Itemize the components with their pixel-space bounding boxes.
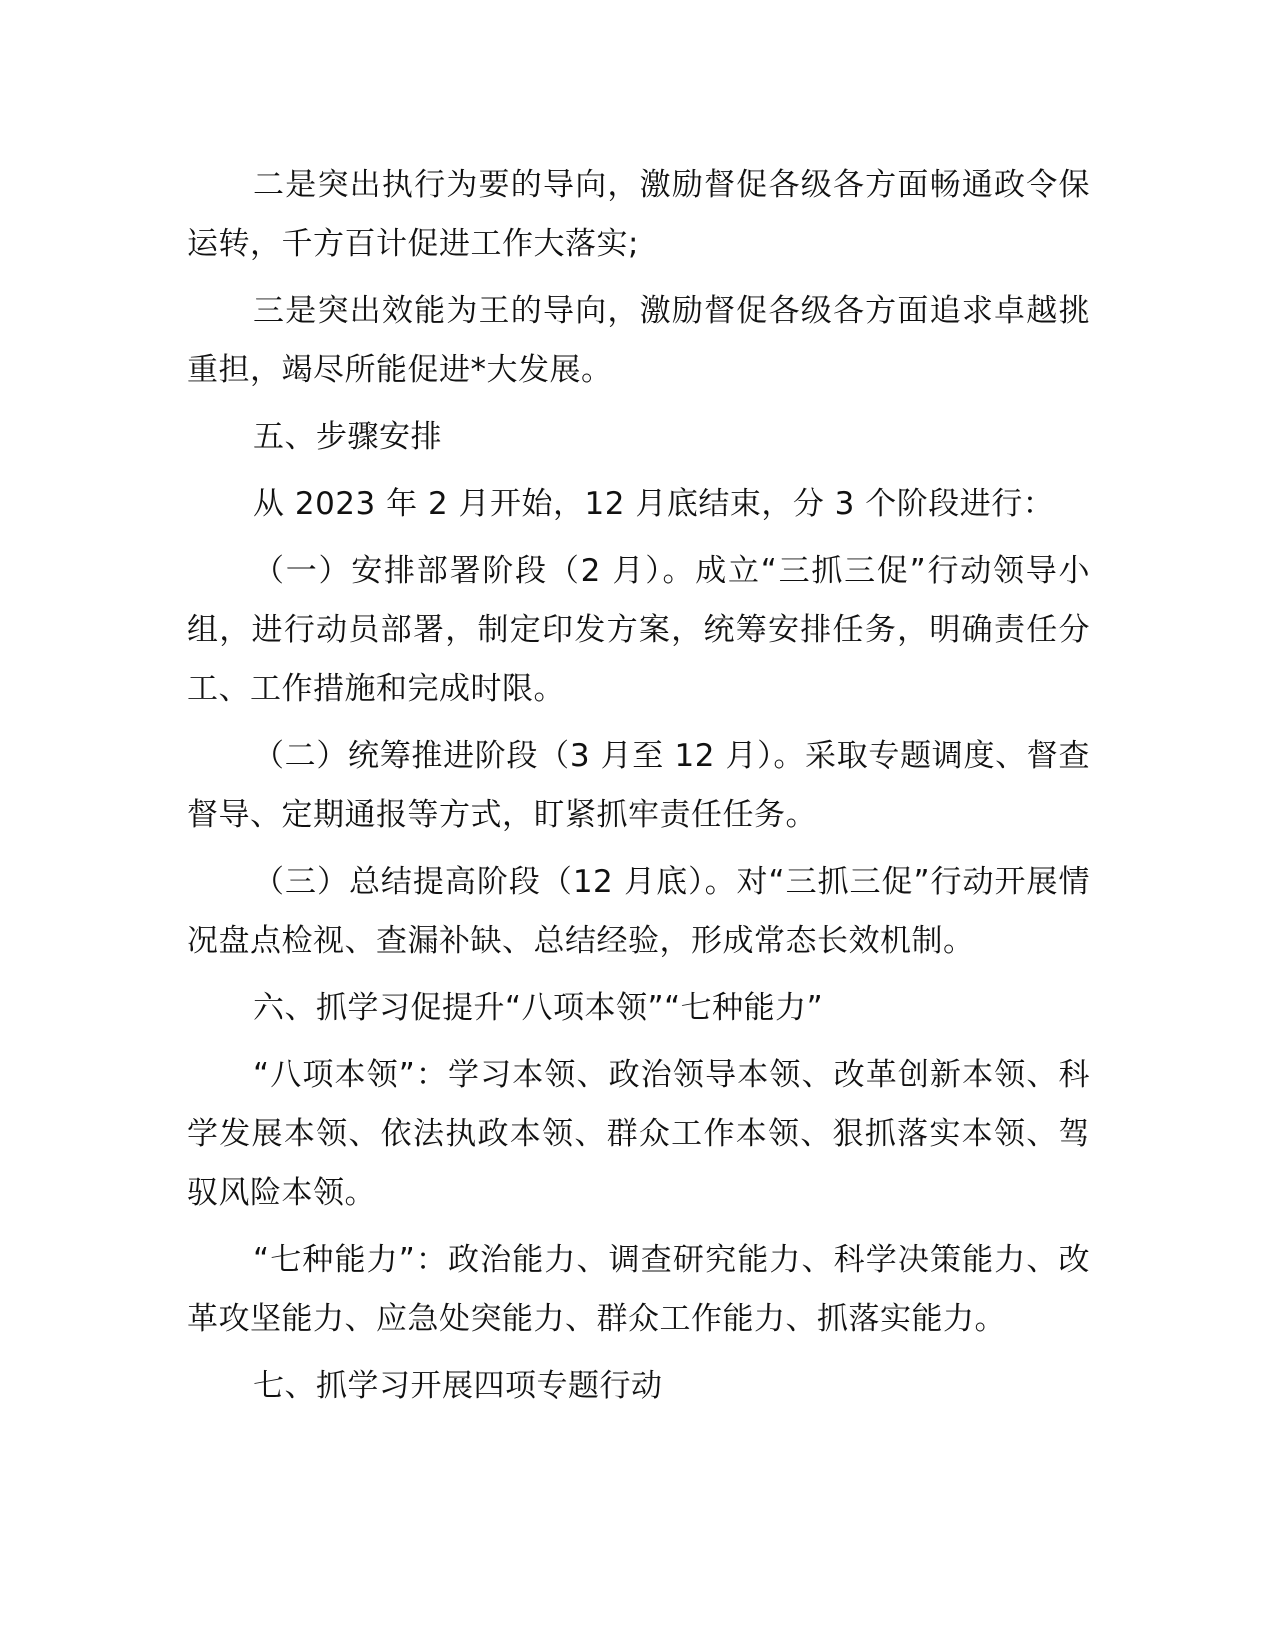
paragraph-efficiency-orientation: 三是突出效能为王的导向，激励督促各级各方面追求卓越挑重担，竭尽所能促进*大发展。 [187,293,1090,388]
paragraph-stage-three: （三）总结提高阶段（12 月底）。对“三抓三促”行动开展情况盘点检视、查漏补缺、总结经验，形成常态长效机制。 [187,864,1090,959]
section-heading-skills: 六、抓学习促提升“八项本领”“七种能力” [253,990,824,1026]
paragraph-execution-orientation: 二是突出执行为要的导向，激励督促各级各方面畅通政令保运转，千方百计促进工作大落实; [187,167,1090,262]
section-heading-special-actions: 七、抓学习开展四项专题行动 [253,1368,663,1404]
paragraph-schedule: 从 2023 年 2 月开始，12 月底结束，分 3 个阶段进行： [253,486,1055,522]
paragraph-seven-abilities: “七种能力”：政治能力、调查研究能力、科学决策能力、改革攻坚能力、应急处突能力、群众工作能力、抓落实能力。 [187,1242,1090,1337]
document-body [187,156,1090,1424]
section-heading-steps: 五、步骤安排 [253,419,442,455]
paragraph-eight-skills: “八项本领”：学习本领、政治领导本领、改革创新本领、科学发展本领、依法执政本领、群众工作本领、狠抓落实本领、驾驭风险本领。 [187,1057,1090,1211]
paragraph-stage-one: （一）安排部署阶段（2 月）。成立“三抓三促”行动领导小组，进行动员部署，制定印发方案，统筹安排任务，明确责任分工、工作措施和完成时限。 [187,553,1090,707]
paragraph-stage-two: （二）统筹推进阶段（3 月至 12 月）。采取专题调度、督查督导、定期通报等方式，盯紧抓牢责任任务。 [187,738,1090,833]
